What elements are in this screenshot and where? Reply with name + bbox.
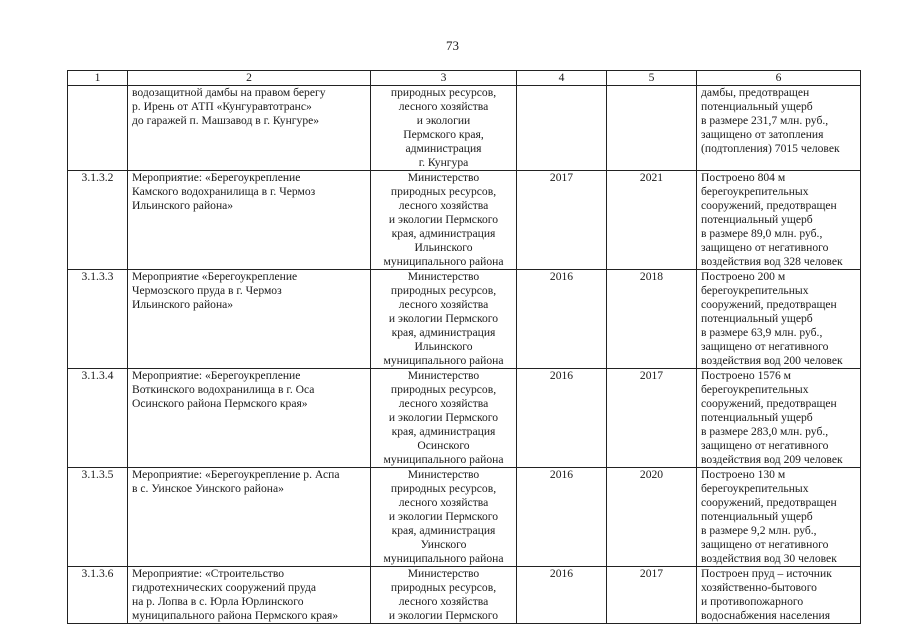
- executor: Министерство природных ресурсов, лесного хозяйства и экологии Пермского края, администрация Ильинского муниципального района: [371, 270, 517, 369]
- table-row: [68, 369, 861, 468]
- item-number: [68, 86, 128, 171]
- column-header: 6: [697, 71, 861, 86]
- table-row: [68, 86, 861, 171]
- end-year: 2017: [607, 567, 697, 624]
- end-year: 2020: [607, 468, 697, 567]
- expected-result: дамбы, предотвращен потенциальный ущерб в размере 231,7 млн. руб., защищено от затопления (подтопления) 7015 человек: [697, 86, 861, 171]
- end-year: 2018: [607, 270, 697, 369]
- expected-result: Построено 130 м берегоукрепительных сооружений, предотвращен потенциальный ущерб в размере 9,2 млн. руб., защищено от негативного воздействия вод 30 человек: [697, 468, 861, 567]
- column-header: 4: [517, 71, 607, 86]
- expected-result: Построено 804 м берегоукрепительных сооружений, предотвращен потенциальный ущерб в размере 89,0 млн. руб., защищено от негативного воздействия вод 328 человек: [697, 171, 861, 270]
- column-header: 5: [607, 71, 697, 86]
- table-row: [68, 567, 861, 624]
- measure-name: Мероприятие «Берегоукрепление Чермозского пруда в г. Чермоз Ильинского района»: [128, 270, 371, 369]
- measure-name: Мероприятие: «Строительство гидротехнических сооружений пруда на р. Лопва в с. Юрла Юрлинского муниципального района Пермского края»: [128, 567, 371, 624]
- end-year: 2021: [607, 171, 697, 270]
- table-row: [68, 171, 861, 270]
- item-number: 3.1.3.2: [68, 171, 128, 270]
- table-row: [68, 468, 861, 567]
- measure-name: Мероприятие: «Берегоукрепление р. Аспа в с. Уинское Уинского района»: [128, 468, 371, 567]
- executor: Министерство природных ресурсов, лесного хозяйства и экологии Пермского: [371, 567, 517, 624]
- page-number: 73: [446, 38, 459, 53]
- expected-result: Построен пруд – источник хозяйственно-бытового и противопожарного водоснабжения населения: [697, 567, 861, 624]
- item-number: 3.1.3.3: [68, 270, 128, 369]
- column-header: 1: [68, 71, 128, 86]
- executor: Министерство природных ресурсов, лесного хозяйства и экологии Пермского края, администрация Осинского муниципального района: [371, 369, 517, 468]
- executor: природных ресурсов, лесного хозяйства и экологии Пермского края, администрация г. Кунгура: [371, 86, 517, 171]
- start-year: 2016: [517, 369, 607, 468]
- table-row: [68, 270, 861, 369]
- measures-table: [67, 70, 861, 624]
- measure-name: Мероприятие: «Берегоукрепление Камского водохранилища в г. Чермоз Ильинского района»: [128, 171, 371, 270]
- table-header-row: [68, 71, 861, 86]
- expected-result: Построено 200 м берегоукрепительных сооружений, предотвращен потенциальный ущерб в размере 63,9 млн. руб., защищено от негативного воздействия вод 200 человек: [697, 270, 861, 369]
- executor: Министерство природных ресурсов, лесного хозяйства и экологии Пермского края, администрация Уинского муниципального района: [371, 468, 517, 567]
- start-year: 2016: [517, 468, 607, 567]
- end-year: [607, 86, 697, 171]
- item-number: 3.1.3.5: [68, 468, 128, 567]
- executor: Министерство природных ресурсов, лесного хозяйства и экологии Пермского края, администрация Ильинского муниципального района: [371, 171, 517, 270]
- start-year: 2016: [517, 270, 607, 369]
- start-year: 2016: [517, 567, 607, 624]
- start-year: [517, 86, 607, 171]
- start-year: 2017: [517, 171, 607, 270]
- column-header: 3: [371, 71, 517, 86]
- column-header: 2: [128, 71, 371, 86]
- item-number: 3.1.3.4: [68, 369, 128, 468]
- measure-name: водозащитной дамбы на правом берегу р. Ирень от АТП «Кунгуравтотранс» до гаражей п. Машзавод в г. Кунгуре»: [128, 86, 371, 171]
- expected-result: Построено 1576 м берегоукрепительных сооружений, предотвращен потенциальный ущерб в размере 283,0 млн. руб., защищено от негативного воздействия вод 209 человек: [697, 369, 861, 468]
- item-number: 3.1.3.6: [68, 567, 128, 624]
- measure-name: Мероприятие: «Берегоукрепление Воткинского водохранилища в г. Оса Осинского района Пермского края»: [128, 369, 371, 468]
- end-year: 2017: [607, 369, 697, 468]
